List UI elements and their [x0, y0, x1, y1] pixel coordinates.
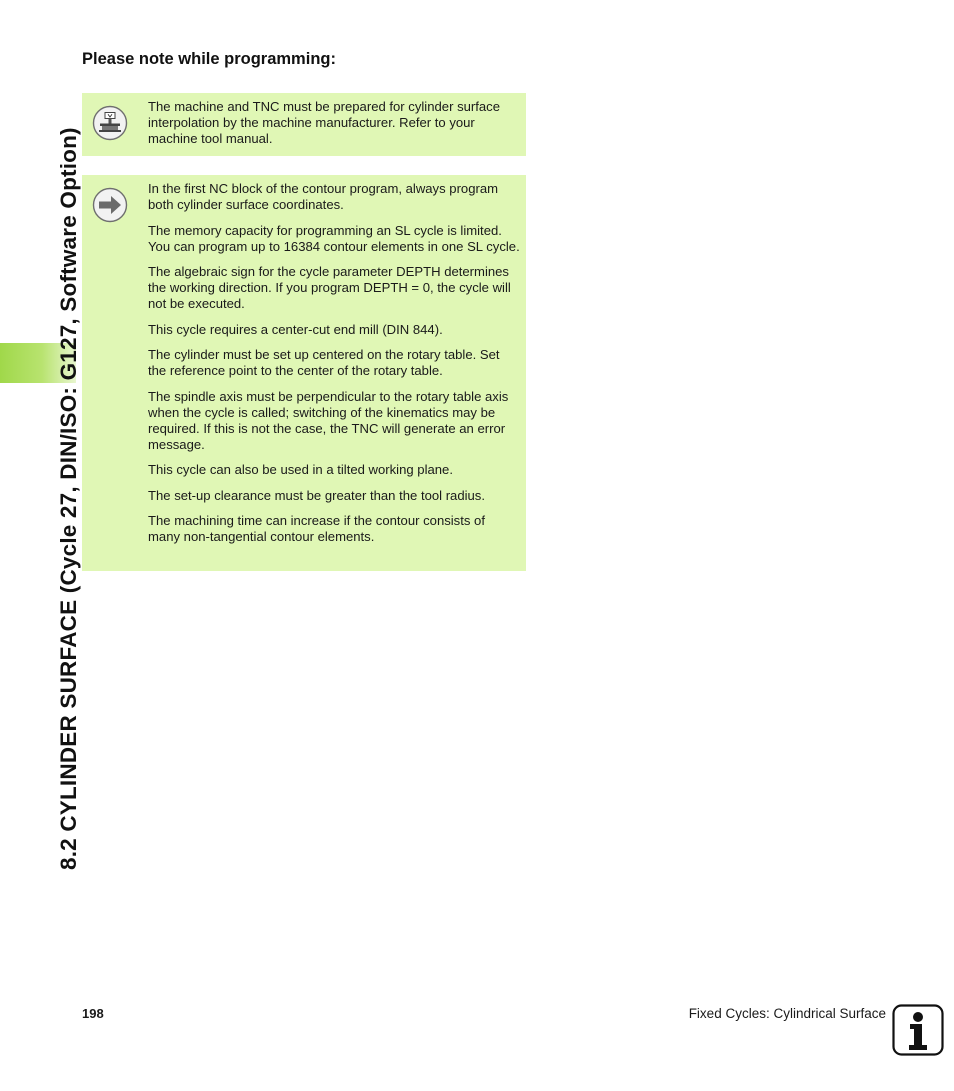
note-item: This cycle requires a center-cut end mill (DIN 844). [148, 321, 443, 337]
note-item: In the first NC block of the contour program, always program both cylinder surface coordinates. [148, 181, 499, 212]
programming-notes-box [82, 175, 526, 571]
footer-chapter-title: Fixed Cycles: Cylindrical Surface [688, 1006, 886, 1021]
machine-icon [92, 105, 128, 141]
machine-note-text [148, 99, 520, 147]
machine-note-box [82, 93, 526, 156]
machine-note-paragraph: The machine and TNC must be prepared for cylinder surface interpolation by the machine manufacturer. Refer to your machine tool manual. [148, 99, 501, 146]
note-item: The cylinder must be set up centered on the rotary table. Set the reference point to the center of the rotary table. [148, 347, 500, 378]
chapter-side-title: 8.2 CYLINDER SURFACE (Cycle 27, DIN/ISO: G127, Software Option) [56, 127, 81, 870]
note-item: The algebraic sign for the cycle parameter DEPTH determines the working direction. If you program DEPTH = 0, the cycle will not be executed. [148, 264, 511, 311]
page-number: 198 [82, 1006, 104, 1021]
note-item: The set-up clearance must be greater than the tool radius. [148, 487, 485, 503]
note-item: The spindle axis must be perpendicular to the rotary table axis when the cycle is called; switching of the kinematics may be required. If this is not the case, the TNC will generate an error message. [148, 388, 509, 452]
note-item: This cycle can also be used in a tilted working plane. [148, 462, 453, 477]
programming-notes-list [148, 181, 520, 545]
note-item: The memory capacity for programming an SL cycle is limited. You can program up to 16384 contour elements in one SL cycle. [148, 222, 520, 254]
arrow-right-icon [92, 187, 128, 223]
note-item: The machining time can increase if the contour consists of many non-tangential contour elements. [148, 513, 485, 544]
info-icon[interactable] [892, 1004, 944, 1056]
section-heading: Please note while programming: [82, 50, 336, 68]
